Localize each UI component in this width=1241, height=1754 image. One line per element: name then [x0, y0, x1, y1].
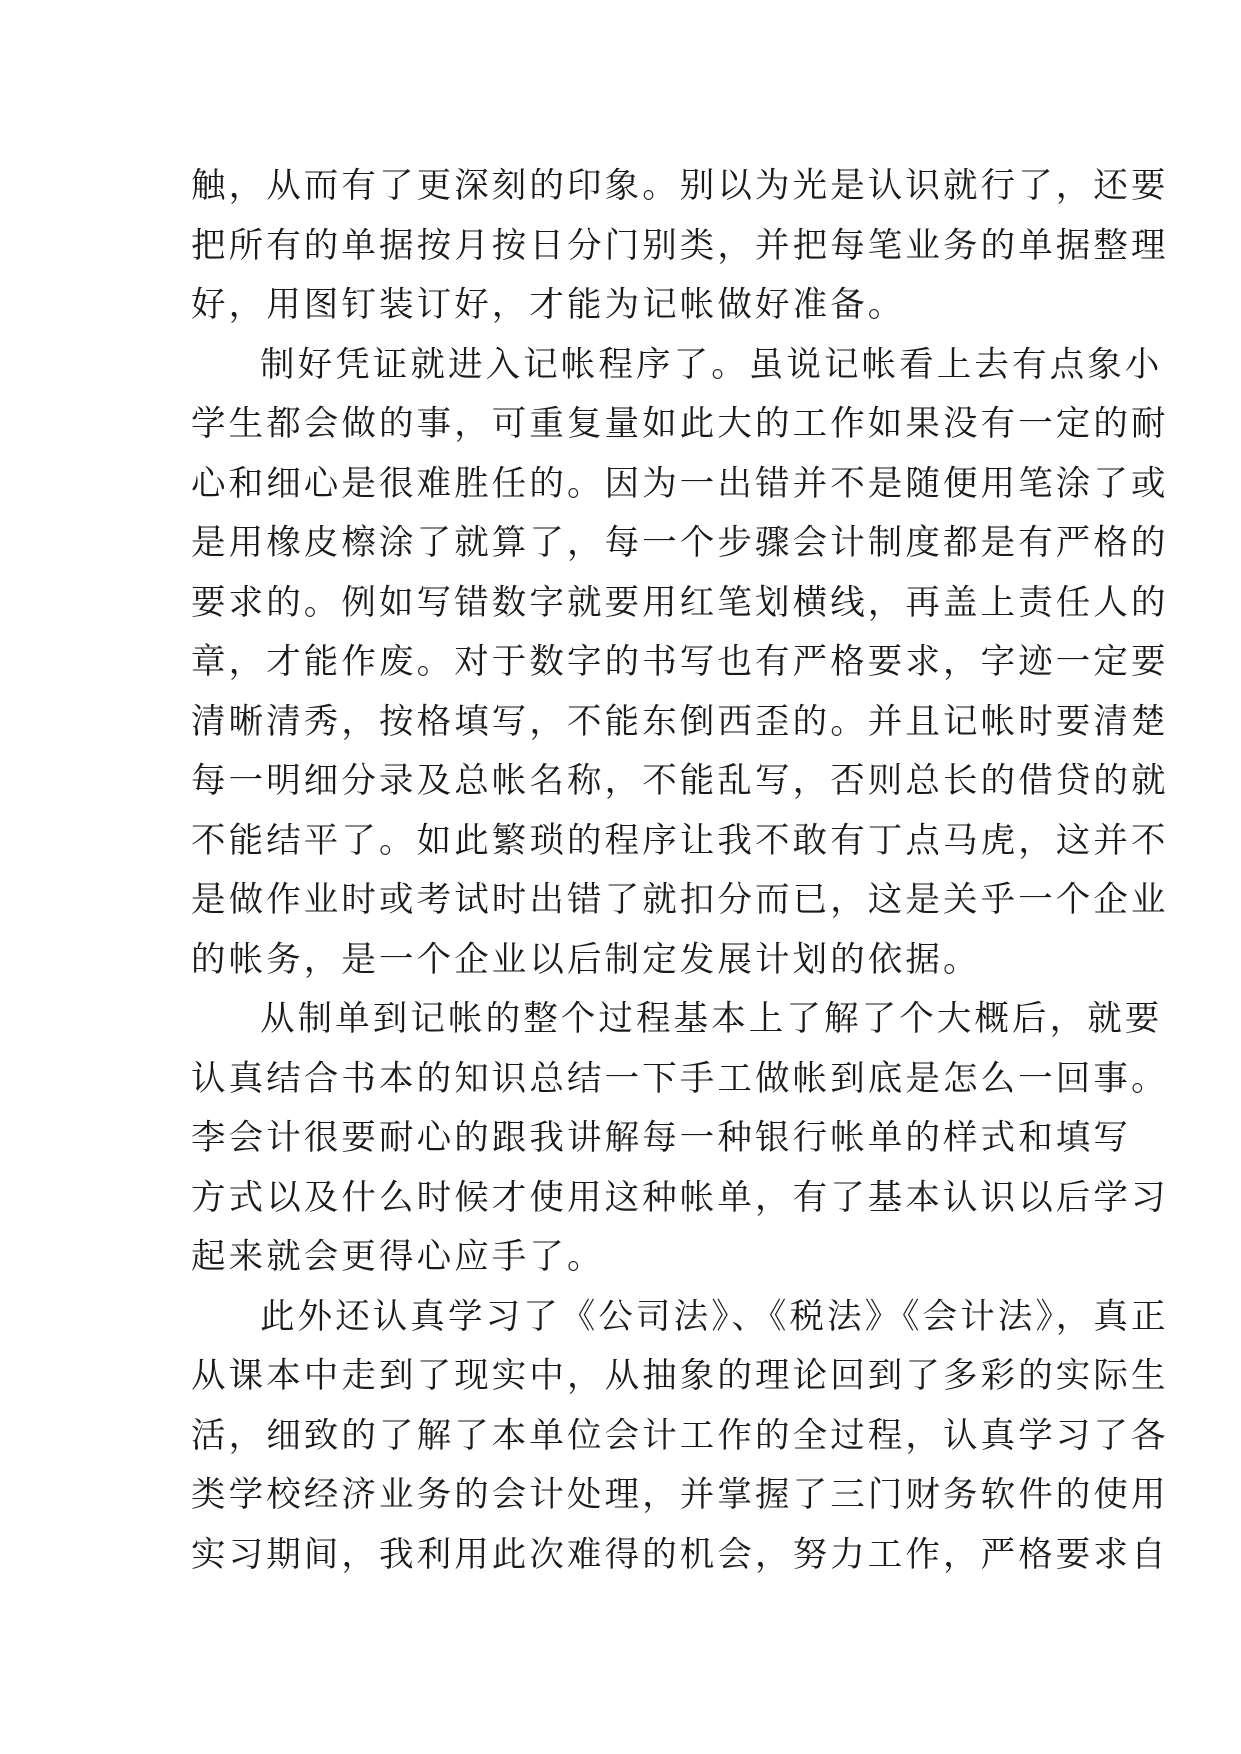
- body-text: [191, 157, 1169, 1585]
- text-line: 把所有的单据按月按日分门别类，并把每笔业务的单据整理: [191, 225, 1169, 266]
- text-line: 好，用图钉装订好，才能为记帐做好准备。: [191, 285, 906, 325]
- text-line: 不能结平了。如此繁琐的程序让我不敢有丁点马虎，这并不: [191, 820, 1169, 861]
- paragraph-first-line: 此外还认真学习了《公司法》、《税法》《会计法》，真正: [260, 1296, 1169, 1337]
- text-line: 实习期间，我利用此次难得的机会，努力工作，严格要求自: [191, 1534, 1169, 1575]
- text-line: 类学校经济业务的会计处理，并掌握了三门财务软件的使用: [191, 1475, 1169, 1515]
- paragraph-first-line: 从制单到记帐的整个过程基本上了解了个大概后，就要: [260, 999, 1163, 1039]
- paragraph-first-line: 制好凭证就进入记帐程序了。虽说记帐看上去有点象小: [260, 344, 1163, 385]
- text-line: 章，才能作废。对于数字的书写也有严格要求，字迹一定要: [191, 642, 1169, 682]
- text-line: 学生都会做的事，可重复量如此大的工作如果没有一定的耐: [191, 404, 1169, 444]
- text-line: 从课本中走到了现实中，从抽象的理论回到了多彩的实际生: [191, 1356, 1169, 1396]
- text-line: 认真结合书本的知识总结一下手工做帐到底是怎么一回事。: [191, 1058, 1169, 1099]
- text-line: 李会计很要耐心的跟我讲解每一种银行帐单的样式和填写: [191, 1118, 1131, 1158]
- text-line: 心和细心是很难胜任的。因为一出错并不是随便用笔涂了或: [191, 463, 1169, 504]
- text-line: 触，从而有了更深刻的印象。别以为光是认识就行了，还要: [191, 166, 1169, 206]
- text-line: 起来就会更得心应手了。: [191, 1237, 605, 1277]
- text-line: 方式以及什么时候才使用这种帐单，有了基本认识以后学习: [191, 1177, 1169, 1218]
- text-line: 是做作业时或考试时出错了就扣分而已，这是关乎一个企业: [191, 880, 1169, 920]
- text-line: 每一明细分录及总帐名称，不能乱写，否则总长的借贷的就: [191, 761, 1169, 801]
- text-line: 清晰清秀，按格填写，不能东倒西歪的。并且记帐时要清楚: [191, 701, 1169, 742]
- text-line: 的帐务，是一个企业以后制定发展计划的依据。: [191, 939, 981, 980]
- text-line: 活，细致的了解了本单位会计工作的全过程，认真学习了各: [191, 1415, 1169, 1456]
- text-line: 要求的。例如写错数字就要用红笔划横线，再盖上责任人的: [191, 582, 1169, 623]
- text-line: 是用橡皮檫涂了就算了，每一个步骤会计制度都是有严格的: [191, 523, 1169, 563]
